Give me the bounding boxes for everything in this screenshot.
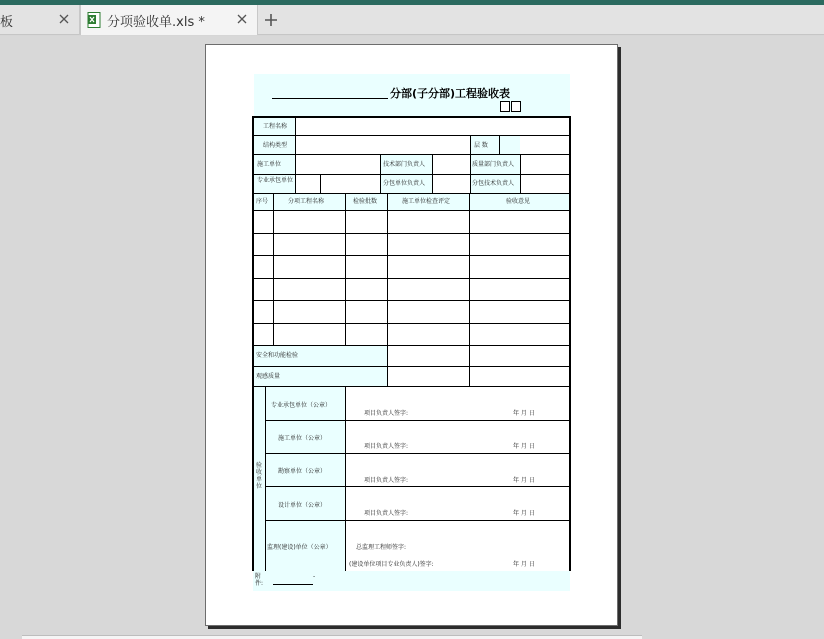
sign-unit-label: 专业承包单位（公章） <box>271 402 332 409</box>
sign-unit-label: 勘察单位（公章） <box>278 468 327 475</box>
table-rule <box>265 520 570 521</box>
table-border <box>569 116 571 571</box>
sign-unit-label: 施工单位（公章） <box>278 435 327 442</box>
label-safety-function: 安全和功能检验 <box>256 352 299 359</box>
table-rule <box>345 387 346 571</box>
table-rule <box>253 174 570 175</box>
label-sub-tech-head: 分包技术负责人 <box>472 180 515 187</box>
attachment-dash: - <box>313 573 316 580</box>
sign-label: 项目负责人签字: <box>364 477 409 484</box>
horizontal-scrollbar[interactable] <box>22 635 642 639</box>
tab-bar <box>0 5 824 35</box>
table-rule <box>387 193 388 387</box>
label-structure-type: 结构类型 <box>263 142 288 149</box>
column-header: 序号 <box>256 198 269 205</box>
sheet-title: 分部(子分部)工程验收表 <box>390 87 511 100</box>
table-rule <box>253 278 570 279</box>
label-tech-dept-head: 技术部门负责人 <box>383 161 426 168</box>
column-header: 检验批数 <box>353 198 378 205</box>
footer-fill <box>253 571 570 591</box>
table-rule <box>295 117 296 193</box>
tab-active-document[interactable] <box>80 5 258 35</box>
sign-unit-label: 设计单位（公章） <box>278 502 327 509</box>
table-rule <box>273 193 274 345</box>
table-rule <box>253 323 570 324</box>
table-rule <box>469 193 470 387</box>
table-rule <box>432 155 433 193</box>
table-rule <box>253 135 570 136</box>
table-rule <box>265 387 266 571</box>
close-icon[interactable] <box>57 12 71 26</box>
sign-label: 项目负责人签字: <box>364 443 409 450</box>
table-rule <box>345 193 346 345</box>
tab-label: 分项验收单.xls * <box>107 14 205 30</box>
table-border <box>252 116 571 118</box>
table-rule <box>253 233 570 234</box>
column-header: 分项工程名称 <box>288 198 325 205</box>
label-acceptance-units: 验收单位 <box>255 462 262 490</box>
label-floors: 层 数 <box>474 142 488 149</box>
table-rule <box>253 255 570 256</box>
sign-label: 项目负责人签字: <box>364 510 409 517</box>
sign-date: 年 月 日 <box>513 477 535 484</box>
table-rule <box>253 366 570 367</box>
table-rule <box>253 386 570 387</box>
attachment-label: 附件: <box>255 573 264 587</box>
table-rule <box>253 193 570 194</box>
attachment-blank-line <box>273 584 313 585</box>
sign-label-secondary: (建设单位项目专业负责人)签字: <box>349 561 434 568</box>
sign-date: 年 月 日 <box>513 510 535 517</box>
close-icon[interactable] <box>235 12 249 26</box>
label-quality-dept-head: 质量部门负责人 <box>472 161 515 168</box>
title-blank-line <box>272 98 388 99</box>
table-rule <box>253 210 570 211</box>
table-rule <box>499 136 500 155</box>
label-sub-unit-head: 分包单位负责人 <box>383 180 426 187</box>
column-header: 验收意见 <box>506 198 531 205</box>
tab-label: 板 <box>0 14 14 30</box>
label-appearance-quality: 观感质量 <box>256 373 281 380</box>
column-header: 施工单位检查评定 <box>402 198 451 205</box>
table-rule <box>253 300 570 301</box>
sign-date: 年 月 日 <box>513 443 535 450</box>
sign-date: 年 月 日 <box>513 561 535 568</box>
sign-label: 总监理工程师签字: <box>356 544 407 551</box>
table-rule <box>520 155 521 193</box>
table-rule <box>380 155 381 193</box>
label-project-name: 工程名称 <box>263 123 288 130</box>
table-rule <box>265 453 570 454</box>
tab-previous-document[interactable] <box>0 5 80 35</box>
sign-label: 项目负责人签字: <box>364 410 409 417</box>
table-rule <box>265 486 570 487</box>
excel-file-icon <box>87 12 101 28</box>
sign-date: 年 月 日 <box>513 410 535 417</box>
sign-unit-label: 监理(建设)单位（公章） <box>267 544 332 551</box>
label-sub-unit: 专业承包单位 <box>257 177 294 184</box>
table-rule <box>265 420 570 421</box>
table-rule <box>253 345 570 346</box>
label-construction-unit: 施工单位 <box>257 161 282 168</box>
table-rule <box>253 154 570 155</box>
checkbox-icon <box>500 101 510 112</box>
table-border <box>252 116 254 571</box>
table-rule <box>320 174 321 193</box>
add-tab-icon[interactable] <box>262 10 280 30</box>
checkbox-icon <box>511 101 521 112</box>
table-rule <box>470 136 471 193</box>
